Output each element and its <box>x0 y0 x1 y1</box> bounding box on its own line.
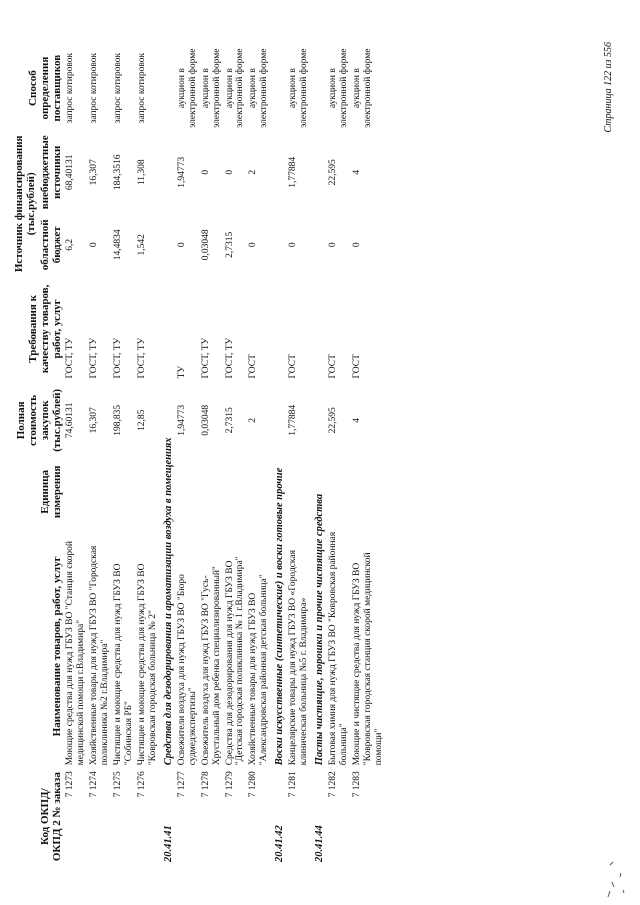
item-quality: ГОСТ, ТУ <box>89 337 100 379</box>
section-title: Воски искусственные (синтетические) и воски готовые прочие <box>274 467 286 766</box>
item-quality: ГОСТ, ТУ <box>224 337 235 379</box>
funding-regional: 0,03048 <box>200 229 211 261</box>
order-code <box>64 768 88 865</box>
table-row <box>351 45 386 865</box>
item-cost: 16,307 <box>89 407 100 434</box>
item-unit <box>200 459 224 524</box>
table-row <box>88 45 112 865</box>
order-prefix: 7 <box>200 792 211 798</box>
header-funding-extra: внебюджетные источники <box>39 135 64 210</box>
funding-extra: 1,77884 <box>288 156 299 188</box>
procurement-method: запрос котировок <box>113 52 124 124</box>
item-quality: ГОСТ <box>248 354 259 379</box>
order-code <box>200 768 224 865</box>
funding-regional: 6,2 <box>65 238 76 251</box>
section-row <box>271 45 287 865</box>
funding-regional: 0 <box>89 242 100 248</box>
funding-extra: 11,308 <box>136 159 147 186</box>
funding-extra: 22,595 <box>328 159 339 186</box>
order-number: 1274 <box>89 771 100 791</box>
order-code <box>351 768 386 865</box>
section-row <box>311 45 327 865</box>
table-row <box>247 45 271 865</box>
procurement-method: запрос котировок <box>65 52 76 124</box>
item-name: Чистящие и моющие средства для нужд ГБУЗ ВО "Ковровская городская больница № 2" <box>136 563 158 766</box>
procurement-method: запрос котировок <box>89 52 100 124</box>
item-unit <box>247 459 271 524</box>
procurement-method: аукцион в электронной форме <box>176 48 198 128</box>
funding-regional: 14,4834 <box>113 229 124 261</box>
order-number: 1273 <box>65 771 76 791</box>
item-name: Моющие средства для нужд ГБУЗ ВО "Станция скорой медицинской помощи г.Владимира" <box>65 541 87 766</box>
item-name: Чистящие и моющие средства для нужд ГБУЗ ВО "Собинская РБ" <box>113 563 134 766</box>
section-code: 20.41.44 <box>314 825 326 862</box>
order-prefix: 7 <box>136 792 147 798</box>
order-number: 1281 <box>288 771 299 791</box>
order-code <box>112 768 136 865</box>
funding-regional: 1,542 <box>136 234 147 256</box>
item-quality: ГОСТ <box>288 354 299 379</box>
item-unit <box>224 459 248 524</box>
table-row <box>176 45 200 865</box>
order-prefix: 7 <box>288 792 299 798</box>
item-unit <box>88 459 112 524</box>
table-row <box>136 45 160 865</box>
table-row <box>224 45 248 865</box>
funding-regional: 0 <box>352 242 362 248</box>
page-number: Страница 122 из 556 <box>603 42 614 133</box>
item-quality: ГОСТ, ТУ <box>113 337 124 379</box>
funding-extra: 68,40131 <box>65 154 76 191</box>
table-row <box>327 45 351 865</box>
section-code: 20.41.41 <box>162 825 174 862</box>
item-unit <box>351 459 386 524</box>
procurement-method: аукцион в электронной форме <box>328 48 350 128</box>
item-unit <box>64 459 88 524</box>
order-prefix: 7 <box>89 792 100 798</box>
item-name: Освежитель воздуха для нужд ГБУЗ ВО "Гусь-Хрустальный дом ребенка специализированный" <box>200 566 222 766</box>
item-quality: ГОСТ, ТУ <box>65 337 76 379</box>
table-row <box>200 45 224 865</box>
funding-extra: 184,3516 <box>113 154 124 191</box>
item-cost: 1,94773 <box>176 404 187 436</box>
item-cost: 74,60131 <box>65 402 76 439</box>
item-unit <box>136 459 160 524</box>
item-name: Хозяйственные товары для нужд ГБУЗ ВО "Городская поликлиника №2 г.Владимира" <box>89 545 111 766</box>
table-row <box>112 45 136 865</box>
order-code <box>136 768 160 865</box>
header-method: Способ определения поставщиков <box>27 54 64 122</box>
order-prefix: 7 <box>65 792 76 798</box>
funding-extra: 2 <box>248 169 259 175</box>
section-title: Пасты чистящие, порошки и прочие чистящие средства <box>314 493 326 766</box>
procurement-method: аукцион в электронной форме <box>200 48 222 128</box>
procurement-method: аукцион в электронной форме <box>248 48 270 128</box>
order-prefix: 7 <box>328 792 339 798</box>
order-code <box>247 768 271 865</box>
order-code <box>287 768 311 865</box>
procurement-method: запрос котировок <box>136 52 147 124</box>
order-number: 1279 <box>224 771 235 791</box>
item-name: Бытовая химия для нужд ГБУЗ ВО "Ковровская районная больница" <box>328 531 350 766</box>
order-code <box>88 768 112 865</box>
funding-regional: 0 <box>176 242 187 248</box>
order-code <box>224 768 248 865</box>
procurement-method: аукцион в электронной форме <box>288 48 310 128</box>
order-number: 1275 <box>113 771 124 791</box>
item-cost: 0,03048 <box>200 404 211 436</box>
section-title: Средства для дезодорирования и ароматизации воздуха в помещениях <box>162 437 174 766</box>
item-name: Моющие и чистящие средства для нужд ГБУЗ ВО "Ковровская городская станция скорой медицинской помощи" <box>352 552 384 766</box>
item-cost: 1,77884 <box>288 404 299 436</box>
funding-regional: 0 <box>248 242 259 248</box>
order-prefix: 7 <box>224 792 235 798</box>
order-number: 1283 <box>352 771 362 791</box>
item-cost: 4 <box>352 417 362 423</box>
order-number: 1282 <box>328 771 339 791</box>
header-quality: Требования к качеству товаров, работ, услуг <box>27 284 64 374</box>
header-funding-regional: областной бюджет <box>39 219 64 271</box>
item-cost: 198,835 <box>113 404 124 436</box>
header-unit: Единица измерения <box>39 465 64 519</box>
funding-extra: 1,94773 <box>176 156 187 188</box>
item-unit <box>327 459 351 524</box>
header-name: Наименование товаров, работ, услуг <box>51 556 64 737</box>
item-quality: ГОСТ <box>352 354 362 379</box>
funding-regional: 0 <box>288 242 299 248</box>
table-body <box>64 45 385 865</box>
item-quality: ТУ <box>176 365 187 379</box>
procurement-table <box>12 45 386 865</box>
section-row <box>160 45 176 865</box>
funding-extra: 0 <box>200 169 211 175</box>
header-code: Код ОКПД/ ОКПД 2 № заказа <box>39 772 64 862</box>
header-funding: Источник финансирования (тыс.рублей) <box>13 135 38 273</box>
procurement-method: аукцион в электронной форме <box>224 48 246 128</box>
order-prefix: 7 <box>176 792 187 798</box>
order-number: 1276 <box>136 771 147 791</box>
order-number: 1277 <box>176 771 187 791</box>
item-name: Канцелярские товары для нужд ГБУЗ ВО «Городская клиническая больница №5 г. Владимира» <box>288 550 310 766</box>
section-code: 20.41.42 <box>274 825 286 862</box>
item-cost: 12,85 <box>136 409 147 432</box>
funding-regional: 2,7315 <box>224 231 235 258</box>
item-unit <box>112 459 136 524</box>
order-number: 1278 <box>200 771 211 791</box>
item-unit <box>176 459 200 524</box>
order-prefix: 7 <box>113 792 124 798</box>
item-cost: 2 <box>248 417 259 423</box>
item-name: Средства для дезодорирования для нужд ГБУЗ ВО "Детская городская поликлиника № 1 г.Владимира" <box>224 556 246 766</box>
item-cost: 2,7315 <box>224 407 235 434</box>
order-code <box>176 768 200 865</box>
table-row <box>64 45 88 865</box>
scan-specks <box>600 831 630 901</box>
item-cost: 22,595 <box>328 407 339 434</box>
header-cost: Полная стоимость закупок (тыс.рублей) <box>15 388 64 452</box>
funding-extra: 4 <box>352 169 362 175</box>
item-name: Хозяйственные товары для нужд ГБУЗ ВО "Александровская районная детская больница" <box>248 574 270 766</box>
funding-extra: 16,307 <box>89 159 100 186</box>
item-unit <box>287 459 311 524</box>
funding-extra: 0 <box>224 169 235 175</box>
item-quality: ГОСТ, ТУ <box>200 337 211 379</box>
item-quality: ГОСТ, ТУ <box>136 337 147 379</box>
funding-regional: 0 <box>328 242 339 248</box>
order-prefix: 7 <box>248 792 259 798</box>
order-prefix: 7 <box>352 792 362 798</box>
order-code <box>327 768 351 865</box>
table-row <box>287 45 311 865</box>
item-quality: ГОСТ <box>328 354 339 379</box>
item-name: Освежители воздуха для нужд ГБУЗ ВО "Бюро судмедэкспертизы" <box>176 574 198 766</box>
procurement-method: аукцион в электронной форме <box>352 48 373 128</box>
order-number: 1280 <box>248 771 259 791</box>
